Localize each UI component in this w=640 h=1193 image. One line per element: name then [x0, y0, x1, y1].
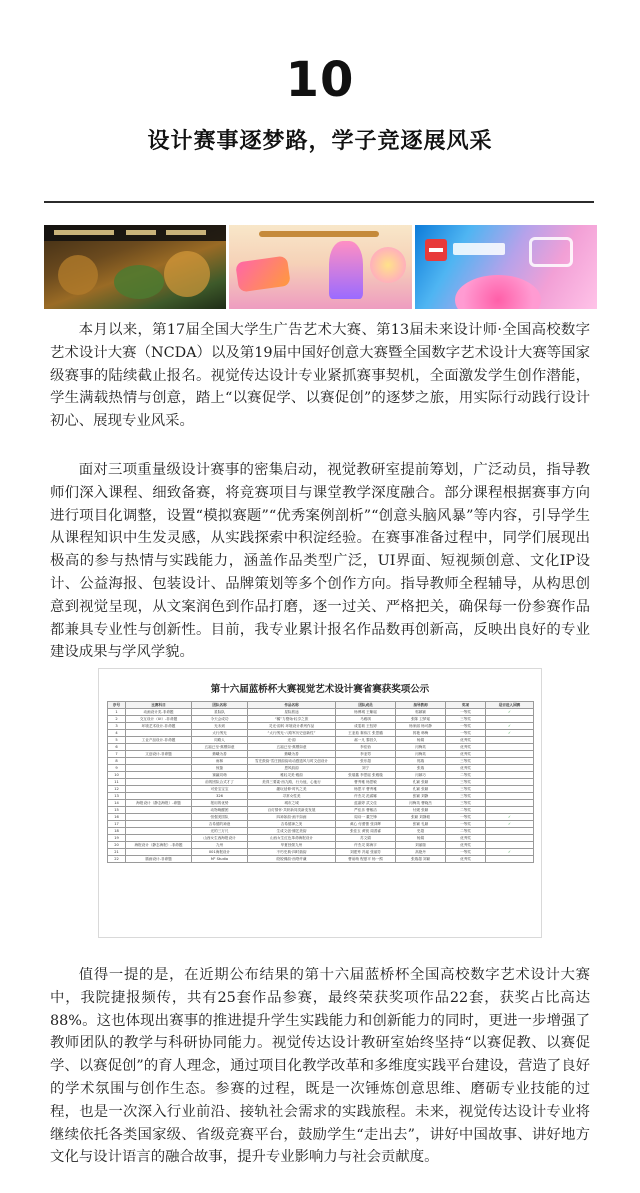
- table-cell: 曹前萌 程夏平 杨一熊: [336, 856, 396, 863]
- table-row: [108, 786, 534, 793]
- paragraph-intro: 本月以来，第17届全国大学生广告艺术大赛、第13届未来设计师·全国高校数字艺术设计大赛（NCDA）以及第19届中国好创意大赛暨全国数字艺术设计大赛等国家级赛事的陆续截止报名。视觉传达设计专业紧抓赛事契机，全面激发学生创作潜能，学生满载热情与创意，踏上“以赛促学、以赛促创”的逐梦之旅，用实际行动践行设计初心、展现专业风采。: [50, 322, 590, 430]
- table-row: [108, 800, 534, 807]
- table-cell: 海报设计（静态海报）-非命题: [126, 842, 192, 849]
- article-headline: 设计赛事逐梦路，学子竞逐展风采: [147, 129, 493, 154]
- national-qualified-cell: [486, 807, 534, 814]
- table-cell: [126, 828, 192, 835]
- table-cell: 优秀奖: [446, 737, 486, 744]
- table-cell: 许杰灵 陈海宇: [336, 842, 396, 849]
- table-cell: 恩风韵韵: [248, 765, 336, 772]
- table-cell: 雪庄鼓韵·雪庄鼓韵韵动动感遗风与时文创设计: [248, 758, 336, 765]
- table-cell: 史超: [396, 828, 446, 835]
- table-cell: 20: [108, 842, 126, 849]
- table-header-cell: 作品名称: [248, 702, 336, 709]
- table-cell: 刘宁: [336, 765, 396, 772]
- table-cell: 五福已至·蕉栖如意: [192, 744, 248, 751]
- table-cell: 张瑞超 刘颖: [396, 856, 446, 863]
- award-notice-image: [98, 668, 542, 938]
- table-cell: 二等奖: [446, 828, 486, 835]
- table-cell: 光·韵: [248, 737, 336, 744]
- table-header-cell: 序号: [108, 702, 126, 709]
- table-cell: 优秀奖: [446, 765, 486, 772]
- table-cell: 优秀奖: [446, 744, 486, 751]
- table-row: [108, 856, 534, 863]
- table-cell: 刘丽瑞: [396, 842, 446, 849]
- national-qualified-cell: [486, 800, 534, 807]
- table-cell: 1: [108, 709, 126, 716]
- table-cell: 张陈 卫梦瑶: [396, 716, 446, 723]
- national-qualified-cell: [486, 716, 534, 723]
- table-cell: 光未到: [192, 723, 248, 730]
- table-cell: [126, 772, 192, 779]
- table-cell: 生成文创·缠艺美韵: [248, 828, 336, 835]
- table-cell: 闫梅英: [396, 744, 446, 751]
- table-row: [108, 709, 534, 716]
- table-cell: 孔颖 张颖: [396, 786, 446, 793]
- table-header-cell: 奖项: [446, 702, 486, 709]
- table-cell: 海报设计（静态海报）-命题: [126, 800, 192, 807]
- table-cell: 优秀奖: [446, 835, 486, 842]
- table-cell: 杨娟: [396, 835, 446, 842]
- table-header-cell: 团队名称: [192, 702, 248, 709]
- table-cell: 闫梅英: [396, 751, 446, 758]
- table-cell: 18: [108, 828, 126, 835]
- table-row: [108, 807, 534, 814]
- table-header-cell: 比赛科目: [126, 702, 192, 709]
- table-row: [108, 821, 534, 828]
- table-cell: 不朽史典·四时谐韵: [248, 849, 336, 856]
- table-cell: 杨思平 曹秀雅: [336, 786, 396, 793]
- table-cell: 郭艳 韩梅: [396, 730, 446, 737]
- table-cell: “太行绣光·八路军历史创新性”: [248, 730, 336, 737]
- table-cell: 插画设计-非命题: [126, 856, 192, 863]
- national-qualified-cell: [486, 793, 534, 800]
- national-qualified-cell: [486, 751, 534, 758]
- table-cell: 鼎曦为善: [248, 751, 336, 758]
- table-cell: 001海报设计: [192, 849, 248, 856]
- table-cell: 郭瑞: [396, 758, 446, 765]
- table-cell: 326: [192, 793, 248, 800]
- table-cell: 5: [108, 737, 126, 744]
- table-cell: 李佳怡: [336, 744, 396, 751]
- table-cell: 文创设计-非命题: [126, 751, 192, 758]
- table-row: [108, 814, 534, 821]
- table-cell: 三等奖: [446, 793, 486, 800]
- national-qualified-cell: ✓: [486, 814, 534, 821]
- award-table: [107, 701, 534, 863]
- divider: [44, 201, 594, 203]
- table-cell: 五福已至·蕉栖如意: [248, 744, 336, 751]
- table-cell: 鼎曦为善: [192, 751, 248, 758]
- table-cell: 山西女生红色革命海报设计: [248, 835, 336, 842]
- table-cell: 寻常女性美: [248, 793, 336, 800]
- table-cell: 17: [108, 821, 126, 828]
- table-cell: 一等奖: [446, 814, 486, 821]
- table-cell: 恒强美国队: [192, 814, 248, 821]
- table-cell: 惊蛰: [192, 765, 248, 772]
- national-qualified-cell: ✓: [486, 723, 534, 730]
- table-cell: 城市之城: [248, 800, 336, 807]
- national-qualified-cell: [486, 842, 534, 849]
- table-cell: 一等奖: [446, 709, 486, 716]
- table-cell: [126, 758, 192, 765]
- table-cell: 成雯莉 王钰婷: [336, 723, 396, 730]
- table-cell: 杨家丽 杨可静: [396, 723, 446, 730]
- table-row: [108, 730, 534, 737]
- table-cell: 百灯情怀·共织新同类新变发展: [248, 807, 336, 814]
- table-cell: 刘建秀 冯瑶 张丽芳: [336, 849, 396, 856]
- table-cell: 15: [108, 807, 126, 814]
- table-cell: 4: [108, 730, 126, 737]
- table-cell: 马雅琪: [336, 716, 396, 723]
- banner-row: [44, 225, 597, 309]
- table-row: [108, 779, 534, 786]
- table-cell: 付媛 张颖: [396, 807, 446, 814]
- table-cell: 趣玩延伸·时代之美: [248, 786, 336, 793]
- table-cell: 山西女生西海报设计: [192, 835, 248, 842]
- table-row: [108, 828, 534, 835]
- table-cell: 张东超: [336, 758, 396, 765]
- table-cell: 环境艺术设计-非命题: [126, 723, 192, 730]
- award-notice-title: 第十六届蓝桥杯大赛视觉艺术设计赛省赛获奖项公示: [210, 684, 430, 695]
- ncda-banner: [415, 225, 597, 309]
- table-cell: 13: [108, 793, 126, 800]
- table-cell: 7: [108, 751, 126, 758]
- table-cell: 一等奖: [446, 849, 486, 856]
- table-cell: 一等奖: [446, 730, 486, 737]
- table-cell: 太行绣光: [192, 730, 248, 737]
- table-cell: 张瑞: [396, 765, 446, 772]
- ad-competition-banner: [44, 225, 226, 309]
- table-cell: 郭颖颖: [396, 709, 446, 716]
- table-cell: 吉希德的神迹: [192, 821, 248, 828]
- table-row: [108, 765, 534, 772]
- table-cell: 3: [108, 723, 126, 730]
- table-row: [108, 793, 534, 800]
- table-cell: 一等奖: [446, 821, 486, 828]
- table-cell: 优秀奖: [446, 751, 486, 758]
- table-cell: 21: [108, 849, 126, 856]
- national-qualified-cell: [486, 765, 534, 772]
- national-qualified-cell: ✓: [486, 821, 534, 828]
- table-cell: 优秀奖: [446, 842, 486, 849]
- table-row: [108, 835, 534, 842]
- table-cell: 8: [108, 758, 126, 765]
- table-cell: 14: [108, 800, 126, 807]
- table-cell: 王亚茹 秦伟江 张思璐: [336, 730, 396, 737]
- table-cell: 2: [108, 716, 126, 723]
- table-cell: 19: [108, 835, 126, 842]
- table-cell: 6: [108, 744, 126, 751]
- table-cell: [126, 765, 192, 772]
- table-row: [108, 744, 534, 751]
- table-cell: 优秀奖: [446, 856, 486, 863]
- table-cell: 三等奖: [446, 758, 486, 765]
- section-number: 10: [285, 52, 355, 108]
- national-qualified-cell: [486, 786, 534, 793]
- national-qualified-cell: [486, 737, 534, 744]
- table-cell: [126, 849, 192, 856]
- table-cell: 赛赢同萌: [192, 772, 248, 779]
- table-cell: 三等奖: [446, 779, 486, 786]
- national-qualified-cell: [486, 779, 534, 786]
- table-row: [108, 849, 534, 856]
- table-cell: 张颖 刘静聪: [396, 814, 446, 821]
- table-cell: 前的团队合式才了: [192, 779, 248, 786]
- table-cell: 二等奖: [446, 772, 486, 779]
- table-cell: 动画设计类-非命题: [126, 709, 192, 716]
- table-cell: 高艳丹: [396, 849, 446, 856]
- table-cell: 10: [108, 772, 126, 779]
- table-cell: 雅轻灵美·雅韵: [248, 772, 336, 779]
- national-qualified-cell: [486, 835, 534, 842]
- table-cell: 交互设计（UI）-非命题: [126, 716, 192, 723]
- table-cell: 闫颖巧: [396, 772, 446, 779]
- table-cell: 杨博城 王紫瑶: [336, 709, 396, 716]
- table-cell: 张颖 刘静: [396, 793, 446, 800]
- table-cell: 许杰灵 范睿娜: [336, 793, 396, 800]
- table-header-cell: 团队成员: [336, 702, 396, 709]
- creative-competition-banner: [229, 225, 411, 309]
- table-row: [108, 842, 534, 849]
- table-cell: 12: [108, 786, 126, 793]
- table-cell: 22: [108, 856, 126, 863]
- table-cell: “橘”力橙始·轻享之旅: [248, 716, 336, 723]
- table-cell: [126, 807, 192, 814]
- table-cell: 苏文娟: [336, 835, 396, 842]
- paragraph-lanqiao: 值得一提的是，在近期公布结果的第十六届蓝桥杯全国高校数字艺术设计大赛中，我院捷报频传，共有25套作品参赛，最终荣获奖项作品22套，获奖占比高达88%。这也体现出赛事的推进提升学生实践能力和创新能力的同时，更进一步增强了教师团队的教学与科研协同能力。视觉传达设计教研室始终坚持“以赛促教、以赛促学、以赛促创”的育人理念，通过项目化教学改革和多维度实践平台建设，营造了良好的学术氛围与创作生态。参赛的过程，既是一次锤炼创意思维、磨砺专业技能的过程，也是一次深入行业前沿、接轨社会需求的实践旅程。未来，视觉传达设计专业将继续依托各类国家级、省级竞赛平台，鼓励学生“走出去”，讲好中国故事、讲好地方文化与设计语言的融合故事，提升专业影响力与社会贡献度。: [50, 967, 590, 1166]
- table-cell: 张瑞鑫 李思瑶 张雅璇: [336, 772, 396, 779]
- table-row: [108, 723, 534, 730]
- table-cell: [126, 730, 192, 737]
- table-cell: 光的三万尺: [192, 828, 248, 835]
- table-cell: 李亚男: [336, 751, 396, 758]
- table-cell: [126, 793, 192, 800]
- table-cell: 工业产品设计-非命题: [126, 737, 192, 744]
- table-row: [108, 716, 534, 723]
- table-cell: 报用的优势: [192, 800, 248, 807]
- table-cell: 美得三要素·西九路，行为他，心他行: [248, 779, 336, 786]
- table-cell: 二等奖: [446, 807, 486, 814]
- national-qualified-cell: [486, 758, 534, 765]
- table-cell: 周诗一 董芝锋: [336, 814, 396, 821]
- table-cell: 杨娟: [396, 737, 446, 744]
- table-row: [108, 772, 534, 779]
- national-qualified-cell: ✓: [486, 730, 534, 737]
- table-header-row: [108, 702, 534, 709]
- table-cell: 11: [108, 779, 126, 786]
- table-cell: 一等奖: [446, 723, 486, 730]
- table-header-cell: 是否进入国赛: [486, 702, 534, 709]
- table-cell: 孔颖 张颖: [396, 779, 446, 786]
- table-cell: [126, 835, 192, 842]
- table-cell: 今天会成功: [192, 716, 248, 723]
- table-cell: 雨林: [192, 758, 248, 765]
- national-qualified-cell: [486, 772, 534, 779]
- table-cell: 星际队: [192, 709, 248, 716]
- table-cell: [126, 821, 192, 828]
- table-row: [108, 758, 534, 765]
- table-cell: 蓝嘉婷 武文佳: [336, 800, 396, 807]
- table-cell: 灵光·韵转 环境设计系列作品: [248, 723, 336, 730]
- table-cell: 可爱宝宝宝: [192, 786, 248, 793]
- table-cell: 吉希德神之美: [248, 821, 336, 828]
- table-cell: 三等奖: [446, 800, 486, 807]
- table-cell: 黄心 付蕾蕾 张泽辉: [336, 821, 396, 828]
- national-qualified-cell: [486, 744, 534, 751]
- table-cell: 闫梅英 曹晓杰: [396, 800, 446, 807]
- national-qualified-cell: ✓: [486, 709, 534, 716]
- table-cell: 张佳玉 黄锐 周善睿: [336, 828, 396, 835]
- table-cell: 张颖 孔颖: [396, 821, 446, 828]
- table-cell: 曹秀雅 杨思敏: [336, 779, 396, 786]
- national-qualified-cell: [486, 828, 534, 835]
- table-cell: 严佳乐 曹敏洁: [336, 807, 396, 814]
- table-cell: 三等奖: [446, 786, 486, 793]
- table-cell: [126, 814, 192, 821]
- table-cell: 星际旅途: [248, 709, 336, 716]
- table-cell: M² Studio: [192, 856, 248, 863]
- table-header-cell: 指导教师: [396, 702, 446, 709]
- table-cell: 郝一凡 黎昌久: [336, 737, 396, 744]
- table-cell: 九州: [192, 842, 248, 849]
- table-cell: 四神如韵·画不如画: [248, 814, 336, 821]
- table-cell: [126, 744, 192, 751]
- table-cell: [126, 786, 192, 793]
- table-cell: 皎皎佛韵·西塔许谦: [248, 856, 336, 863]
- table-cell: 9: [108, 765, 126, 772]
- national-qualified-cell: [486, 856, 534, 863]
- paragraph-preparation: 面对三项重量级设计赛事的密集启动，视觉教研室提前筹划，广泛动员，指导教师们深入课程、细致备赛，将竞赛项目与课堂教学深度融合。部分课程根据赛事方向进行项目化调整，设置“模拟赛题”“优秀案例剖析”“创意头脑风暴”等内容，引导学生从课程知识中生发灵感，从实践探索中积淀经验。在赛事准备过程中，同学们展现出极高的参与热情与实践能力，涵盖作品类型广泛，UI界面、短视频创意、文化IP设计、公益海报、包装设计、品牌策划等多个创作方向。指导教师全程辅导，从构思创意到视觉呈现，从文案润色到作品打磨，逐一过关、严格把关，确保每一份参赛作品都兼具专业性与创新性。目前，我专业累计报名作品数再创新高，反映出良好的专业建设成果与学风学貌。: [50, 462, 590, 661]
- table-row: [108, 751, 534, 758]
- table-cell: 华夏独领九州: [248, 842, 336, 849]
- table-cell: 16: [108, 814, 126, 821]
- table-cell: [126, 779, 192, 786]
- table-cell: 动物唤醒团: [192, 807, 248, 814]
- table-row: [108, 737, 534, 744]
- national-qualified-cell: ✓: [486, 849, 534, 856]
- table-cell: 三等奖: [446, 716, 486, 723]
- table-cell: 同路人: [192, 737, 248, 744]
